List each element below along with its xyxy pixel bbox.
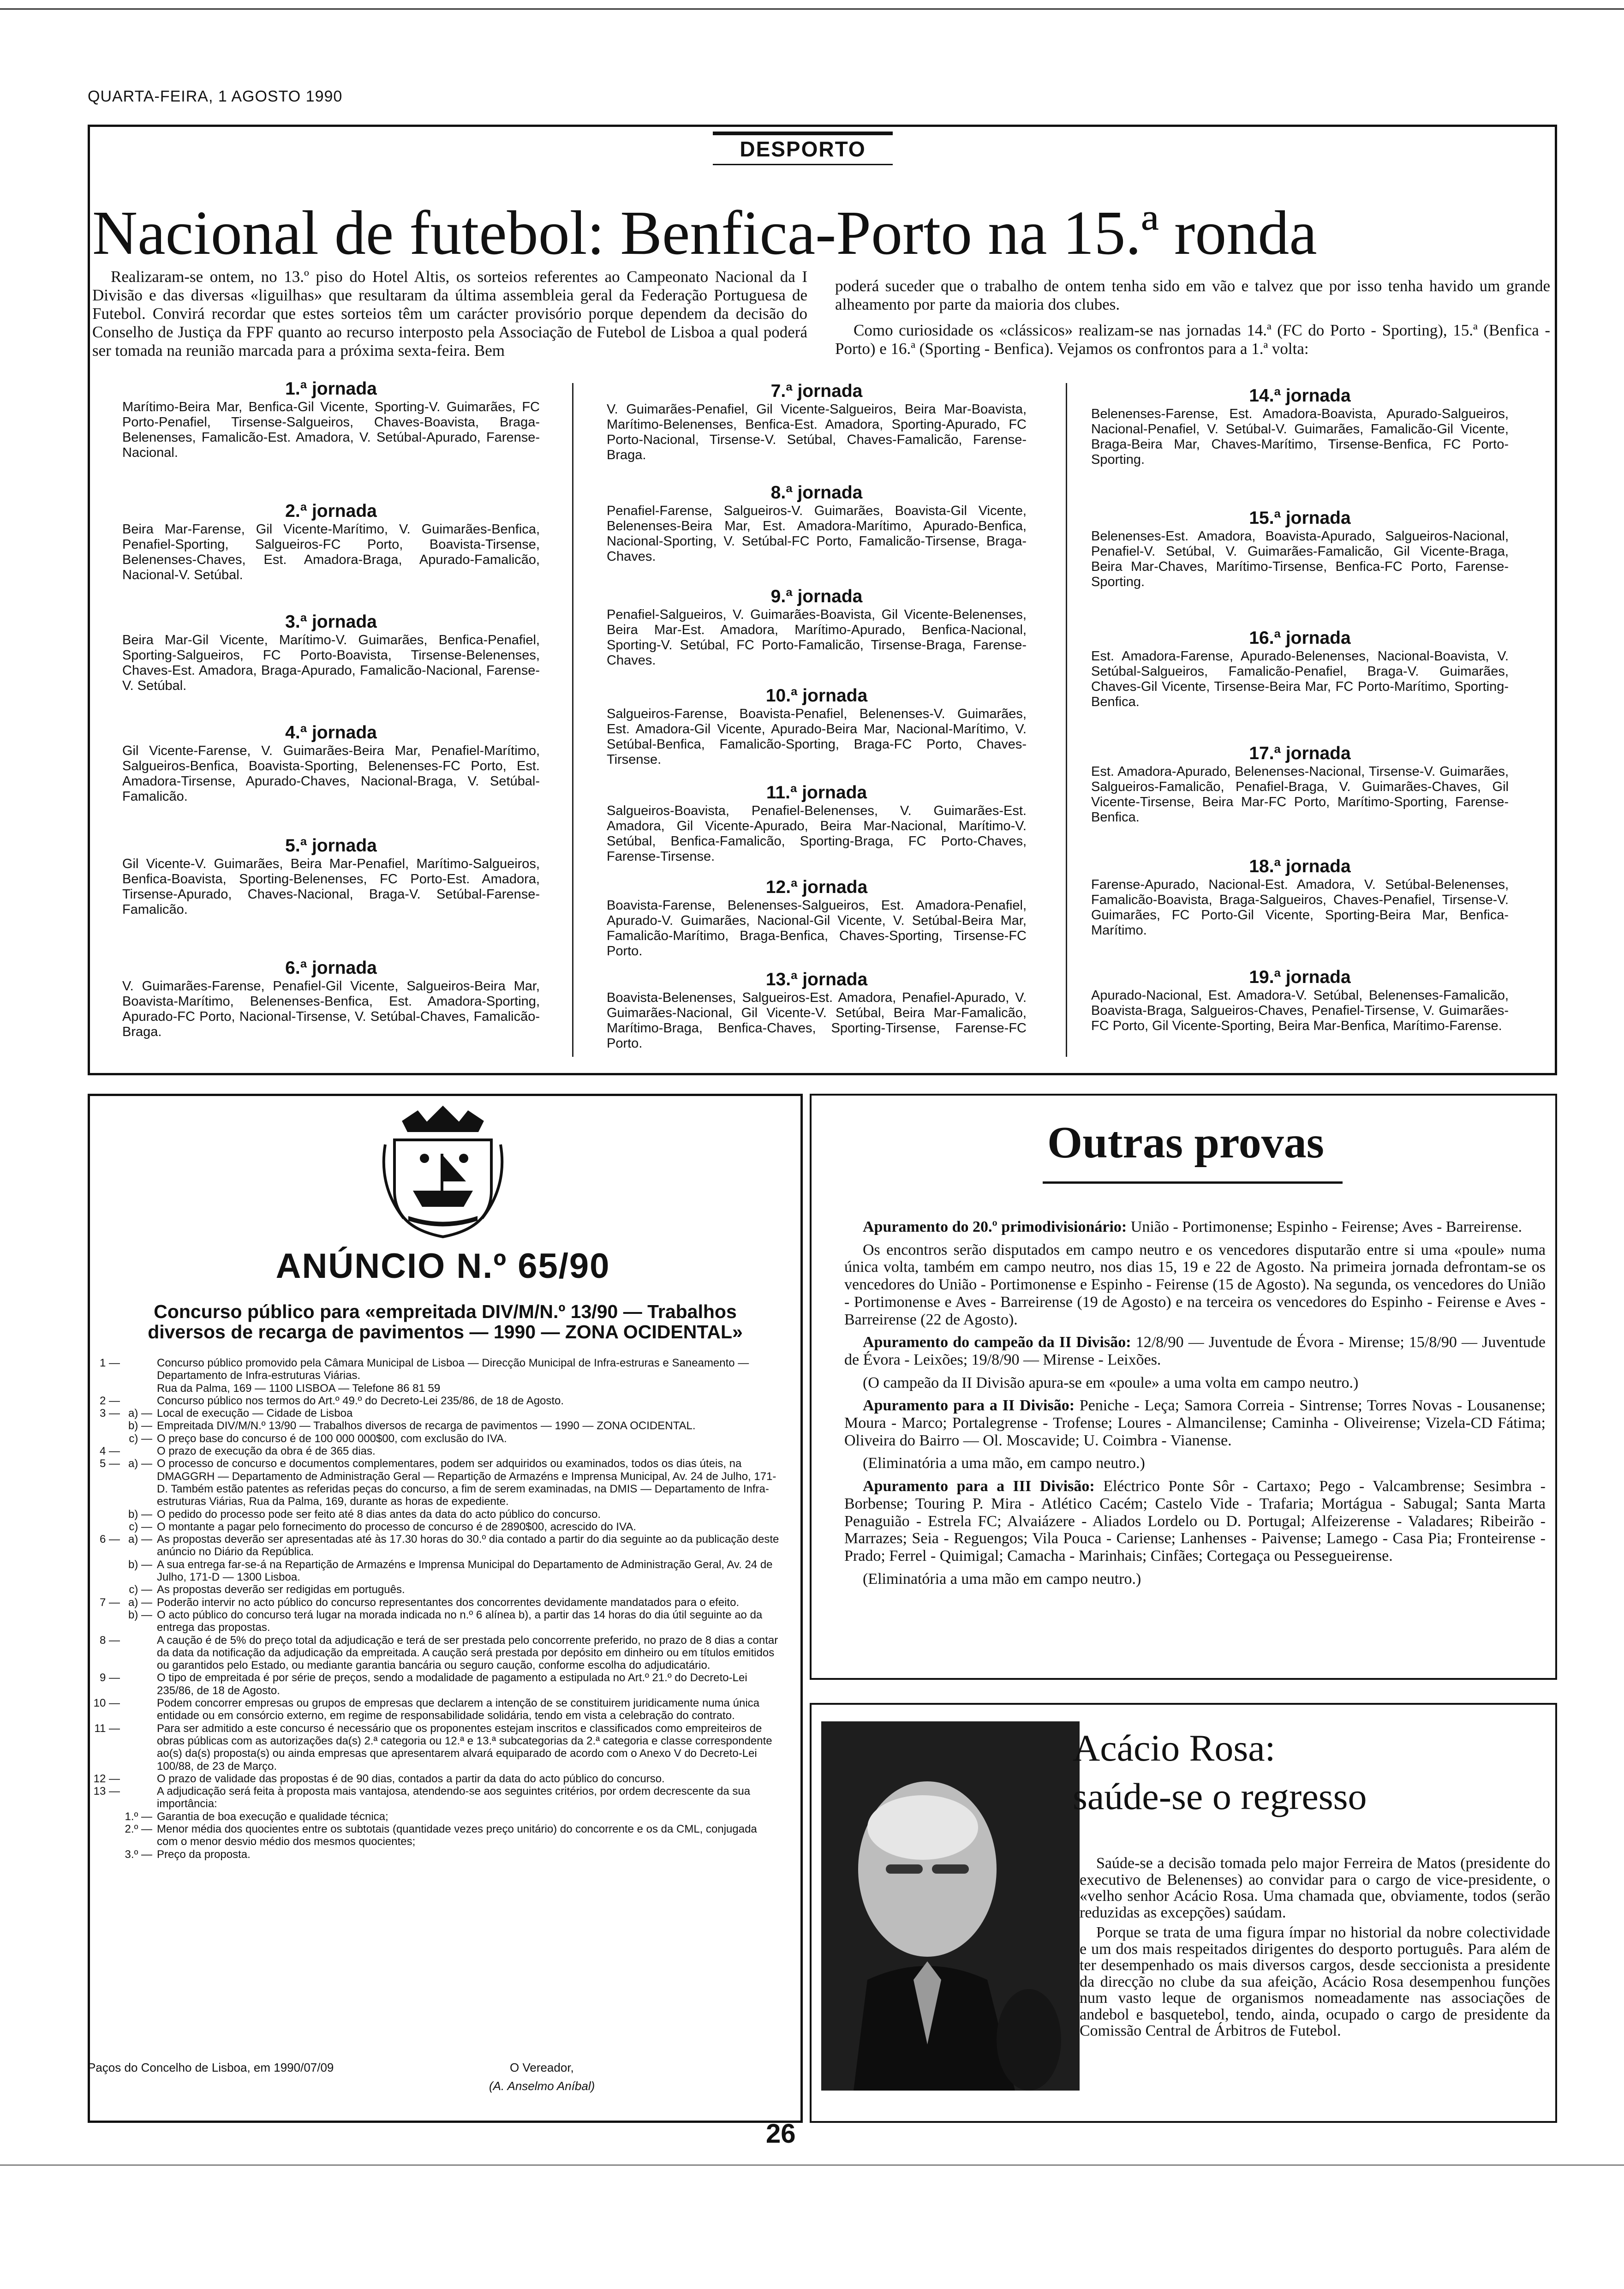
clause-number bbox=[88, 1508, 125, 1521]
clause-number: 3 — bbox=[99, 1407, 120, 1420]
jornada-title: 13.ª jornada bbox=[765, 970, 868, 989]
clause-number: 5 — bbox=[99, 1457, 120, 1470]
clause-subitem: c) — bbox=[129, 1520, 152, 1533]
clause-number bbox=[88, 1583, 125, 1596]
clause-text: Garantia de boa execução e qualidade técnica; bbox=[157, 1810, 388, 1823]
dateline: QUARTA-FEIRA, 1 AGOSTO 1990 bbox=[88, 88, 343, 105]
clause-number bbox=[88, 1848, 125, 1861]
clause-text: As propostas deverão ser redigidas em português. bbox=[157, 1583, 405, 1596]
clause-number: 12 — bbox=[93, 1772, 120, 1785]
clause-subitem bbox=[125, 1773, 157, 1785]
fixtures-column-2 bbox=[607, 381, 1027, 1064]
paragraph-text: Peniche - Leça; Samora Correia - Sintrense; Torres Novas - Lousanense; Moura - Marco; Portalegrense - Trofense; Loures - Almancilense; Caminha - Oliveirense; Vizela-CD Fátima; Oliveira do Bairro — Ol. Moscavide; U. Coimbra - Vianense. bbox=[844, 1397, 1546, 1449]
intro-paragraph: poderá suceder que o trabalho de ontem tenha sido em vão e talvez que por isso tenha havido um grande alheamento por parte da maioria dos clubes. bbox=[835, 277, 1550, 313]
outras-paragraph bbox=[844, 1334, 1546, 1368]
jornada-block bbox=[122, 378, 540, 461]
jornada-title: 6.ª jornada bbox=[285, 958, 377, 978]
scan-edge-bottom bbox=[0, 2164, 1624, 2166]
acacio-rosa-title bbox=[1073, 1724, 1367, 1821]
paragraph-lead: Apuramento para a II Divisão: bbox=[863, 1397, 1075, 1414]
clause-subitem bbox=[125, 1382, 157, 1395]
jornada-block bbox=[1091, 385, 1509, 467]
announcement-line bbox=[88, 1521, 780, 1533]
clause-number bbox=[88, 1432, 125, 1445]
jornada-title: 17.ª jornada bbox=[1249, 743, 1351, 763]
clause-subitem: b) — bbox=[128, 1508, 152, 1521]
jornada-block bbox=[1091, 856, 1509, 938]
announcement-line bbox=[88, 1609, 780, 1634]
announcement-signatory-role: O Vereador, bbox=[510, 2061, 574, 2074]
clause-text: Concurso público promovido pela Câmara Municipal de Lisboa — Direcção Municipal de Infra-estruras e Saneamento — Departamento de Infra-estruturas Viárias. bbox=[157, 1357, 749, 1382]
clause-subitem bbox=[125, 1722, 157, 1773]
announcement-line bbox=[88, 1697, 780, 1722]
outras-provas-title: Outras provas bbox=[1047, 1118, 1324, 1168]
clause-subitem: a) — bbox=[128, 1533, 152, 1546]
clause-subitem bbox=[125, 1445, 157, 1457]
clause-subitem: a) — bbox=[128, 1407, 152, 1420]
announcement-line bbox=[88, 1457, 780, 1508]
jornada-fixtures: Apurado-Nacional, Est. Amadora-V. Setúbal, Belenenses-Famalicão, Boavista-Braga, Salgueiros-Chaves, Penafiel-Tirsense, V. Guimarães-FC Porto, Gil Vicente-Sporting, Beira Mar-Benfica, Marítimo-Farense. bbox=[1091, 988, 1509, 1033]
clause-subitem: 1.º — bbox=[125, 1810, 152, 1823]
jornada-block bbox=[122, 501, 540, 583]
section-banner: DESPORTO bbox=[713, 132, 893, 165]
jornada-block bbox=[607, 969, 1027, 1051]
announcement-line bbox=[88, 1357, 780, 1382]
jornada-title: 8.ª jornada bbox=[770, 483, 863, 503]
clause-text: O preço base do concurso é de 100 000 000$00, com exclusão do IVA. bbox=[157, 1432, 507, 1445]
announcement-line bbox=[88, 1407, 780, 1420]
announcement-line bbox=[88, 1722, 780, 1773]
column-divider bbox=[1066, 383, 1067, 1057]
jornada-fixtures: Boavista-Farense, Belenenses-Salgueiros, Est. Amadora-Penafiel, Apurado-V. Guimarães, Nacional-Gil Vicente, V. Setúbal-Beira Mar, Famalicão-Marítimo, Braga-Benfica, Chaves-Sporting, Tirsense-FC Porto. bbox=[607, 898, 1027, 959]
clause-subitem bbox=[125, 1357, 157, 1382]
jornada-block bbox=[607, 877, 1027, 959]
scan-edge-top bbox=[0, 8, 1624, 10]
clause-subitem: 2.º — bbox=[125, 1822, 152, 1835]
jornada-block bbox=[607, 782, 1027, 864]
jornada-title: 18.ª jornada bbox=[1249, 857, 1351, 876]
jornada-fixtures: V. Guimarães-Farense, Penafiel-Gil Vicente, Salgueiros-Beira Mar, Boavista-Marítimo, Belenenses-Benfica, Est. Amadora-Sporting, Apurado-FC Porto, Nacional-Tirsense, V. Setúbal-Chaves, Famalicão-Braga. bbox=[122, 979, 540, 1039]
clause-number: 2 — bbox=[99, 1394, 120, 1407]
paragraph-text: 12/8/90 — Juventude de Évora - Mirense; 15/8/90 — Juventude de Évora - Leixões; 19/8/90 — Mirense - Leixões. bbox=[844, 1334, 1546, 1368]
jornada-title: 14.ª jornada bbox=[1249, 386, 1351, 406]
jornada-block bbox=[607, 586, 1027, 668]
jornada-block bbox=[607, 381, 1027, 463]
jornada-fixtures: Marítimo-Beira Mar, Benfica-Gil Vicente, Sporting-V. Guimarães, FC Porto-Penafiel, Tirsense-Salgueiros, Chaves-Boavista, Braga-Belenenses, Famalicão-Est. Amadora, V. Setúbal-Apurado, Farense-Nacional. bbox=[122, 400, 540, 460]
announcement-line bbox=[88, 1634, 780, 1672]
jornada-title: 3.ª jornada bbox=[285, 612, 377, 632]
clause-text: O prazo de execução da obra é de 365 dias. bbox=[157, 1445, 376, 1458]
outras-paragraph bbox=[844, 1374, 1546, 1392]
clause-text: Empreitada DIV/M/N.º 13/90 — Trabalhos diversos de recarga de pavimentos — 1990 — ZONA OCIDENTAL. bbox=[157, 1420, 696, 1432]
jornada-fixtures: Penafiel-Farense, Salgueiros-V. Guimarães, Boavista-Gil Vicente, Belenenses-Beira Mar, Est. Amadora-Marítimo, Apurado-Benfica, Nacional-Sporting, V. Setúbal-FC Porto, Famalicão-Tirsense, Braga-Chaves. bbox=[607, 503, 1027, 564]
clause-subitem bbox=[125, 1395, 157, 1407]
clause-text: A caução é de 5% do preço total da adjudicação e terá de ser prestada pelo concorrente preferido, no prazo de 8 dias a contar da data da notificação da adjudicação da empreitada. A caução será prestada por depósito em dinheiro ou em títulos emitidos ou garantidos pelo Estado, ou mediante garantia bancária ou seguro caução, conforme escolha do adjudicatário. bbox=[157, 1634, 778, 1672]
jornada-fixtures: Belenenses-Farense, Est. Amadora-Boavista, Apurado-Salgueiros, Nacional-Penafiel, V. Setúbal-V. Guimarães, Famalicão-Gil Vicente, Braga-Beira Mar, Chaves-Marítimo, Tirsense-Benfica, FC Porto-Sporting. bbox=[1091, 407, 1509, 467]
clause-number: 8 — bbox=[99, 1634, 120, 1647]
jornada-fixtures: Beira Mar-Gil Vicente, Marítimo-V. Guimarães, Benfica-Penafiel, Sporting-Salgueiros, FC Porto-Boavista, Tirsense-Belenenses, Chaves-Est. Amadora, Braga-Apurado, Famalicão-Nacional, Farense-V. Setúbal. bbox=[122, 633, 540, 693]
clause-subitem: a) — bbox=[128, 1457, 152, 1470]
clause-text: Podem concorrer empresas ou grupos de empresas que declarem a intenção de se constituirem juridicamente numa única entidade ou em consórcio externo, em regime de responsabilidade solidária, tendo em vista a celebração do contrato. bbox=[157, 1697, 760, 1722]
clause-subitem: b) — bbox=[128, 1420, 152, 1432]
announcement-line bbox=[88, 1558, 780, 1584]
clause-number: 9 — bbox=[99, 1672, 120, 1684]
jornada-block bbox=[1091, 628, 1509, 710]
clause-number bbox=[88, 1558, 125, 1584]
clause-subitem bbox=[125, 1634, 157, 1672]
jornada-fixtures: Penafiel-Salgueiros, V. Guimarães-Boavista, Gil Vicente-Belenenses, Beira Mar-Est. Amadora, Marítimo-Apurado, Benfica-Nacional, Sporting-V. Setúbal, FC Porto-Famalicão, Tirsense-Braga, Farense-Chaves. bbox=[607, 607, 1027, 668]
jornada-block bbox=[1091, 743, 1509, 825]
clause-number: 10 — bbox=[93, 1697, 120, 1710]
jornada-fixtures: Salgueiros-Farense, Boavista-Penafiel, Belenenses-V. Guimarães, Est. Amadora-Gil Vicente, Apurado-Beira Mar, Nacional-Marítimo, V. Setúbal-Benfica, Famalicão-Sporting, Braga-FC Porto, Chaves-Tirsense. bbox=[607, 707, 1027, 767]
announcement-line bbox=[88, 1773, 780, 1785]
clause-subitem: b) — bbox=[128, 1608, 152, 1621]
clause-text: Rua da Palma, 169 — 1100 LISBOA — Telefone 86 81 59 bbox=[157, 1382, 441, 1395]
title-line: saúde-se o regresso bbox=[1073, 1775, 1367, 1817]
paragraph-lead: Apuramento do 20.º primodivisionário: bbox=[863, 1218, 1127, 1235]
clause-text: Para ser admitido a este concurso é necessário que os proponentes estejam inscritos e classificados como empreiteiros de obras públicas com as autorizações da(s) 2.ª categoria ou 12.ª e 13.ª subcategorias da 2.ª categoria e classe correspondente ao(s) da(s) proposta(s) ou ainda empresas que apresentarem alvará equiparado de acordo com o Anexo V do Decreto-Lei 100/88, de 23 de Março. bbox=[157, 1722, 772, 1773]
jornada-title: 2.ª jornada bbox=[285, 501, 377, 521]
clause-text: A sua entrega far-se-á na Repartição de Armazéns e Imprensa Municipal do Departamento de Administração Geral, Av. 24 de Julho, 171-D — 1300 Lisboa. bbox=[157, 1558, 773, 1584]
announcement-line bbox=[88, 1382, 780, 1395]
announcement-line bbox=[88, 1420, 780, 1432]
clause-text: Local de execução — Cidade de Lisboa bbox=[157, 1407, 353, 1420]
jornada-title: 10.ª jornada bbox=[765, 686, 868, 706]
clause-subitem bbox=[125, 1785, 157, 1810]
clause-number: 6 — bbox=[99, 1533, 120, 1546]
jornada-block bbox=[122, 835, 540, 917]
intro-left bbox=[92, 268, 807, 360]
intro-right bbox=[835, 277, 1550, 366]
announcement-line bbox=[88, 1848, 780, 1861]
article-paragraph: Porque se trata de uma figura ímpar no historial da nobre colectividade e um dos mais respeitados dirigentes do desporto português. Para além de ter desempenhado os mais diversos cargos, desde seccionista a presidente da direcção no clube da sua afeição, Acácio Rosa desempenhou funções num vasto leque de organismos nomeadamente nas associações de andebol e basquetebol, tendo, ainda, ocupado o cargo de presidente da Comissão Central de Árbitros de Futebol. bbox=[1080, 1924, 1550, 2039]
clause-text: O pedido do processo pode ser feito até 8 dias antes da data do acto público do concurso. bbox=[157, 1508, 601, 1521]
clause-text: A adjudicação será feita à proposta mais vantajosa, atendendo-se aos seguintes critérios, por ordem decrescente da sua importância: bbox=[157, 1785, 751, 1810]
clause-text: As propostas deverão ser apresentadas até às 17.30 horas do 30.º dia contado a partir do dia seguinte ao da publicação deste anúncio no Diário da República. bbox=[157, 1533, 779, 1558]
outras-paragraph bbox=[844, 1478, 1546, 1565]
announcement-line bbox=[88, 1596, 780, 1609]
title-rule bbox=[1043, 1181, 1343, 1184]
jornada-fixtures: Gil Vicente-Farense, V. Guimarães-Beira Mar, Penafiel-Marítimo, Salgueiros-Benfica, Boavista-Sporting, Belenenses-FC Porto, Est. Amadora-Tirsense, Apurado-Chaves, Nacional-Braga, V. Setúbal-Famalicão. bbox=[122, 743, 540, 804]
jornada-fixtures: Gil Vicente-V. Guimarães, Beira Mar-Penafiel, Marítimo-Salgueiros, Benfica-Boavista, Sporting-Belenenses, FC Porto-Est. Amadora, Tirsense-Apurado, Chaves-Nacional, Braga-V. Setúbal-Farense-Famalicão. bbox=[122, 857, 540, 917]
announcement-line bbox=[88, 1395, 780, 1407]
acacio-rosa-body bbox=[1080, 1855, 1550, 2043]
jornada-block bbox=[1091, 508, 1509, 590]
announcement-line bbox=[88, 1810, 780, 1823]
paragraph-text: Os encontros serão disputados em campo neutro e os vencedores disputarão entre si uma «poule» numa única volta, também em campo neutro, nos dias 15, 19 e 22 de Agosto. Na primeira jornada defrontam-se os vencedores do União - Portimonense e Espinho - Feirense (15 de Agosto). Na segunda, os vencedores do União - Portimonense e Aves - Barreirense (19 de Agosto) e na terceira os vencedores do Espinho - Feirense e Aves - Barreirense (22 de Agosto). bbox=[844, 1241, 1546, 1328]
jornada-fixtures: Farense-Apurado, Nacional-Est. Amadora, V. Setúbal-Belenenses, Famalicão-Boavista, Braga-Salgueiros, Chaves-Penafiel, Tirsense-V. Guimarães, FC Porto-Gil Vicente, Sporting-Beira Mar, Benfica-Marítimo. bbox=[1091, 877, 1509, 938]
jornada-title: 15.ª jornada bbox=[1249, 508, 1351, 528]
jornada-block bbox=[1091, 967, 1509, 1034]
outras-paragraph bbox=[844, 1570, 1546, 1588]
portrait-illustration bbox=[821, 1721, 1080, 2091]
jornada-fixtures: Est. Amadora-Farense, Apurado-Belenenses, Nacional-Boavista, V. Setúbal-Salgueiros, Famalicão-Penafiel, Braga-V. Guimarães, Chaves-Gil Vicente, Tirsense-Beira Mar, FC Porto-Marítimo, Sporting-Benfica. bbox=[1091, 649, 1509, 709]
jornada-fixtures: V. Guimarães-Penafiel, Gil Vicente-Salgueiros, Beira Mar-Boavista, Marítimo-Belenenses, Benfica-Est. Amadora, Sporting-Apurado, FC Porto-Nacional, Tirsense-V. Setúbal, Chaves-Famalicão, Farense-Braga. bbox=[607, 402, 1027, 462]
clause-text: O tipo de empreitada é por série de preços, sendo a modalidade de pagamento a estipulada no Art.º 21.º do Decreto-Lei 235/86, de 18 de Agosto. bbox=[157, 1672, 747, 1697]
announcement-line bbox=[88, 1672, 780, 1697]
jornada-title: 5.ª jornada bbox=[285, 836, 377, 856]
paragraph-text: (Eliminatória a uma mão em campo neutro.) bbox=[863, 1570, 1141, 1588]
announcement-line bbox=[88, 1432, 780, 1445]
jornada-block bbox=[122, 958, 540, 1040]
clause-subitem: b) — bbox=[128, 1558, 152, 1571]
paragraph-lead: Apuramento do campeão da II Divisão: bbox=[863, 1334, 1131, 1351]
announcement-line bbox=[88, 1508, 780, 1521]
jornada-title: 12.ª jornada bbox=[765, 877, 868, 897]
clause-subitem: 3.º — bbox=[125, 1848, 152, 1861]
announcement-body bbox=[88, 1357, 780, 1861]
clause-number: 7 — bbox=[99, 1596, 120, 1609]
clause-number bbox=[88, 1521, 125, 1533]
announcement-subtitle: Concurso público para «empreitada DIV/M/N.º 13/90 — Trabalhos diversos de recarga de pavimentos — 1990 — ZONA OCIDENTAL» bbox=[148, 1301, 743, 1342]
headline: Nacional de futebol: Benfica-Porto na 15.ª ronda bbox=[92, 198, 1317, 268]
jornada-title: 16.ª jornada bbox=[1249, 628, 1351, 648]
clause-text: Menor média dos quocientes entre os subtotais (quantidade vezes preço unitário) do concorrente e os da CML, conjugada com o menor desvio médio dos mesmos quocientes; bbox=[157, 1822, 757, 1848]
jornada-block bbox=[607, 685, 1027, 767]
fixtures-column-3 bbox=[1091, 385, 1509, 1068]
clause-subitem bbox=[125, 1672, 157, 1697]
intro-paragraph: Realizaram-se ontem, no 13.º piso do Hotel Altis, os sorteios referentes ao Campeonato Nacional da I Divisão e das diversas «liguilhas» que resultaram da última assembleia geral da Federação Portuguesa de Futebol. Convirá recordar que estes sorteios têm um carácter provisório porque dependem da decisão do Conselho de Justiça da FPF quanto ao recurso interposto pela Associação de Futebol de Lisboa a qual poderá ser tomada na reunião marcada para a próxima sexta-feira. Bem bbox=[92, 268, 807, 360]
outras-provas-body bbox=[844, 1218, 1546, 1593]
clause-text: Concurso público nos termos do Art.º 49.º do Decreto-Lei 235/86, de 18 de Agosto. bbox=[157, 1394, 564, 1407]
clause-number bbox=[88, 1420, 125, 1432]
announcement-line bbox=[88, 1583, 780, 1596]
paragraph-lead: Apuramento para a III Divisão: bbox=[863, 1478, 1095, 1495]
clause-text: Preço da proposta. bbox=[157, 1848, 251, 1861]
jornada-fixtures: Salgueiros-Boavista, Penafiel-Belenenses, V. Guimarães-Est. Amadora, Gil Vicente-Apurado, Beira Mar-Nacional, Marítimo-V. Setúbal, Benfica-Famalicão, Sporting-Braga, FC Porto-Chaves, Farense-Tirsense. bbox=[607, 803, 1027, 864]
announcement-line bbox=[88, 1445, 780, 1457]
announcement-place-date: Paços do Concelho de Lisboa, em 1990/07/09 bbox=[88, 2061, 334, 2074]
jornada-fixtures: Boavista-Belenenses, Salgueiros-Est. Amadora, Penafiel-Apurado, V. Guimarães-Nacional, Gil Vicente-V. Setúbal, Beira Mar-Famalicão, Marítimo-Braga, Benfica-Chaves, Sporting-Tirsense, Farense-FC Porto. bbox=[607, 990, 1027, 1051]
lisbon-crest-icon bbox=[376, 1103, 510, 1241]
jornada-block bbox=[122, 611, 540, 694]
intro-paragraph: Como curiosidade os «clássicos» realizam-se nas jornadas 14.ª (FC do Porto - Sporting), 15.ª (Benfica - Porto) e 16.ª (Sporting - Benfica). Vejamos os confrontos para a 1.ª volta: bbox=[835, 321, 1550, 358]
clause-text: Poderão intervir no acto público do concurso representantes dos concorrentes devidamente mandatados para o efeito. bbox=[157, 1596, 740, 1609]
clause-number bbox=[88, 1810, 125, 1823]
paragraph-text: União - Portimonense; Espinho - Feirense; Aves - Barreirense. bbox=[1127, 1218, 1522, 1235]
announcement-line bbox=[88, 1785, 780, 1810]
jornada-fixtures: Beira Mar-Farense, Gil Vicente-Marítimo, V. Guimarães-Benfica, Penafiel-Sporting, Salgueiros-FC Porto, Boavista-Tirsense, Belenenses-Chaves, Est. Amadora-Braga, Apurado-Famalicão, Nacional-V. Setúbal. bbox=[122, 522, 540, 582]
paragraph-text: Eléctrico Ponte Sôr - Cartaxo; Pego - Valcambrense; Sesimbra - Borbense; Touring P. Mira - Atlético Cacém; Castelo Vide - Trafaria; Mortágua - Sabugal; Santa Marta Penaguião - Estrela FC; Alvaiázere - Aliados Lordelo ou D. Portugal; Alfeizerense - Valadares; Ribeirão - Marrazes; Seia - Reguengos; Vila Pouca - Cariense; Lanhenses - Paivense; Lamego - Casa Pia; Fronteirense - Prado; Ferrel - Quimigal; Camacha - Marinhais; Cinfães; Cortegaça ou Pessegueirense. bbox=[844, 1478, 1546, 1564]
fixtures-column-1 bbox=[122, 378, 540, 1061]
clause-number bbox=[88, 1823, 125, 1848]
jornada-block bbox=[122, 722, 540, 804]
page-number: 26 bbox=[766, 2119, 796, 2149]
clause-text: O acto público do concurso terá lugar na morada indicada no n.º 6 alínea b), a partir das 14 horas do dia útil seguinte ao da entrega das propostas. bbox=[157, 1608, 763, 1634]
jornada-title: 11.ª jornada bbox=[766, 783, 867, 803]
clause-text: O montante a pagar pelo fornecimento do processo de concurso é de 2890$00, acrescido do IVA. bbox=[157, 1520, 636, 1533]
outras-paragraph bbox=[844, 1455, 1546, 1472]
jornada-title: 1.ª jornada bbox=[285, 379, 377, 399]
announcement-line bbox=[88, 1823, 780, 1848]
clause-number: 1 — bbox=[99, 1357, 120, 1369]
outras-paragraph bbox=[844, 1241, 1546, 1329]
clause-number: 11 — bbox=[94, 1722, 120, 1735]
clause-subitem bbox=[125, 1697, 157, 1722]
jornada-title: 4.ª jornada bbox=[285, 723, 377, 743]
clause-number: 4 — bbox=[99, 1445, 120, 1458]
jornada-block bbox=[607, 482, 1027, 564]
outras-paragraph bbox=[844, 1218, 1546, 1236]
jornada-fixtures: Belenenses-Est. Amadora, Boavista-Apurado, Salgueiros-Nacional, Penafiel-V. Setúbal, V. Guimarães-Famalicão, Gil Vicente-Braga, Beira Mar-Chaves, Marítimo-Tirsense, Benfica-FC Porto, Farense-Sporting. bbox=[1091, 529, 1509, 589]
jornada-fixtures: Est. Amadora-Apurado, Belenenses-Nacional, Tirsense-V. Guimarães, Salgueiros-Famalicão, Penafiel-Braga, V. Guimarães-Chaves, Gil Vicente-Tirsense, Beira Mar-FC Porto, Marítimo-Sporting, Farense-Benfica. bbox=[1091, 764, 1509, 825]
title-line: Acácio Rosa: bbox=[1073, 1727, 1276, 1769]
clause-subitem: c) — bbox=[129, 1432, 152, 1445]
announcement-line bbox=[88, 1533, 780, 1558]
announcement-signature: (A. Anselmo Aníbal) bbox=[489, 2079, 595, 2093]
column-divider bbox=[572, 383, 573, 1057]
outras-paragraph bbox=[844, 1397, 1546, 1449]
clause-number bbox=[88, 1609, 125, 1634]
article-paragraph: Saúde-se a decisão tomada pelo major Ferreira de Matos (presidente do executivo de Belenenses) ao convidar para o cargo de vice-presidente, o «velho senhor Acácio Rosa. Uma chamada que, obviamente, todos (serão reduzidas as excepções) saúdam. bbox=[1080, 1855, 1550, 1921]
portrait-photo bbox=[821, 1721, 1080, 2091]
clause-number bbox=[88, 1382, 125, 1395]
paragraph-text: (O campeão da II Divisão apura-se em «poule» a uma volta em campo neutro.) bbox=[863, 1374, 1359, 1391]
paragraph-text: (Eliminatória a uma mão, em campo neutro.) bbox=[863, 1455, 1145, 1472]
clause-subitem: c) — bbox=[129, 1583, 152, 1596]
clause-subitem: a) — bbox=[128, 1596, 152, 1609]
jornada-title: 9.ª jornada bbox=[770, 587, 863, 606]
clause-text: O processo de concurso e documentos complementares, podem ser adquiridos ou examinados, todos os dias úteis, na DMAGGRH — Departamento de Administração Geral — Repartição de Armazéns e Imprensa Municipal, Av. 24 de Julho, 171-D. Também estão patentes as referidas peças do concurso, a fim de serem examinadas, na DMIS — Departamento de Infra-estruturas Viárias, Rua da Palma, 169, durante as horas de expediente. bbox=[157, 1457, 776, 1508]
clause-text: O prazo de validade das propostas é de 90 dias, contados a partir da data do acto público do concurso. bbox=[157, 1772, 665, 1785]
clause-number: 13 — bbox=[93, 1785, 120, 1798]
jornada-title: 7.ª jornada bbox=[770, 381, 863, 401]
announcement-title: ANÚNCIO N.º 65/90 bbox=[275, 1246, 610, 1286]
jornada-title: 19.ª jornada bbox=[1249, 967, 1351, 987]
